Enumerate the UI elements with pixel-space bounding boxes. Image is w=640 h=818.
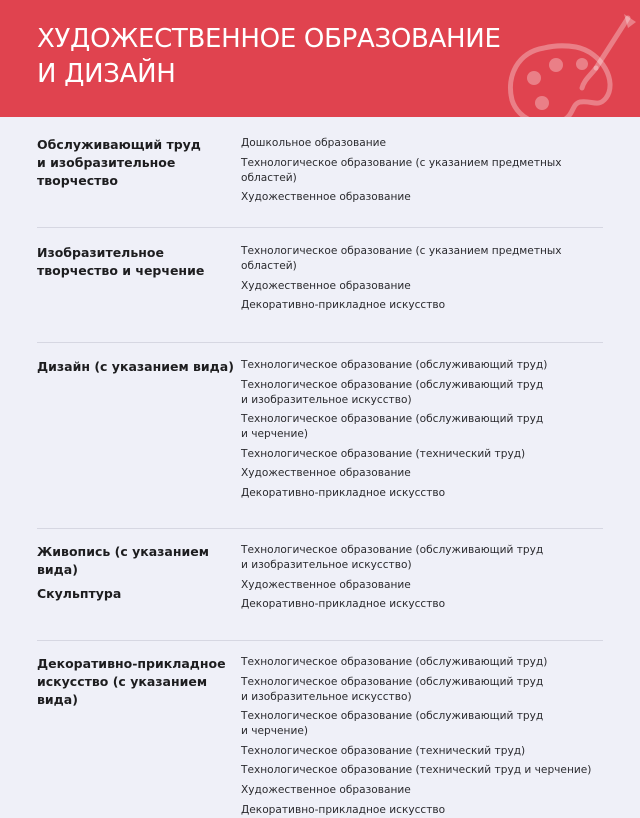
section-items [241,655,603,818]
list-item-text: и изобразительное искусство) [241,393,412,406]
list-item-text: областей) [241,171,297,184]
list-item-text: Художественное образование [241,279,411,292]
section-title-line: Декоративно-прикладное [37,656,226,671]
list-item [241,156,603,186]
list-item [241,486,603,501]
list-item-text: Художественное образование [241,783,411,796]
section-items [241,136,603,227]
list-item [241,578,603,593]
page-title [37,22,501,92]
programs-table [37,128,603,818]
list-item-text: и черчение) [241,428,308,441]
list-item-text: Технологическое образование (с указанием предметных [241,156,562,169]
section-title [37,655,241,818]
list-item-text: Технологическое образование (технический труд) [241,447,526,460]
list-item-text: Технологическое образование (технический труд и черчение) [241,764,592,777]
list-item-text: Технологическое образование (с указанием предметных [241,245,562,257]
section-title-line: вида) [37,562,78,577]
list-item [241,655,603,670]
list-item-text: Художественное образование [241,578,411,591]
list-item-text: Технологическое образование (технический труд) [241,744,526,757]
section-design [37,343,603,529]
section-title-line: Изобразительное [37,245,164,260]
list-item-text: Художественное образование [241,191,411,204]
list-item-text: Декоративно-прикладное искусство [241,598,446,611]
list-item-text: Технологическое образование (обслуживающий труд) [241,656,548,668]
section-service-labor [37,128,603,228]
section-title-line: Обслуживающий труд [37,137,201,152]
list-item [241,378,603,408]
header-banner [0,0,640,117]
section-title-line: Дизайн (с указанием вида) [37,359,234,374]
section-items [241,543,603,640]
section-fine-arts-drawing [37,228,603,343]
list-item [241,190,603,205]
page-title-line-1: ХУДОЖЕСТВЕННОЕ ОБРАЗОВАНИЕ [37,24,501,54]
list-item-text: Технологическое образование (обслуживающий труд) [241,359,548,371]
list-item [241,358,603,373]
list-item [241,412,603,442]
list-item [241,783,603,798]
list-item-text: Дошкольное образование [241,137,387,149]
section-title-line: творчество [37,173,118,188]
list-item-text: Технологическое образование (обслуживающий труд [241,378,544,391]
list-item [241,744,603,759]
section-title-line: и изобразительное [37,155,176,170]
list-item [241,543,603,573]
list-item-text: Художественное образование [241,467,411,480]
list-item-text: и изобразительное искусство) [241,559,412,571]
list-item-text: и черчение) [241,725,308,738]
list-item-text: Декоративно-прикладное искусство [241,299,446,312]
list-item-text: Декоративно-прикладное искусство [241,803,446,816]
palette-brush-icon [500,8,640,117]
list-item-text: Декоративно-прикладное искусство [241,486,446,499]
list-item [241,298,603,313]
section-items [241,244,603,342]
section-title-line: искусство (с указанием [37,674,208,689]
list-item [241,447,603,462]
list-item-text: областей) [241,260,297,272]
list-item [241,763,603,778]
list-item [241,244,603,274]
list-item [241,466,603,481]
list-item [241,597,603,612]
section-title-line: Живопись (с указанием [37,544,209,559]
section-painting-sculpture [37,529,603,641]
list-item-text: Технологическое образование (обслуживающий труд [241,710,544,723]
list-item [241,136,603,151]
section-items [241,358,603,528]
list-item [241,803,603,818]
section-title [37,136,241,227]
section-title [37,244,241,342]
list-item-text: Технологическое образование (обслуживающий труд [241,544,544,556]
section-title-line: Скульптура [37,586,122,601]
section-title [37,543,241,640]
list-item [241,675,603,705]
section-decorative-arts [37,641,603,818]
list-item-text: Технологическое образование (обслуживающий труд [241,413,544,426]
section-title [37,358,241,528]
list-item [241,279,603,294]
section-title-line: вида) [37,692,78,707]
page-title-line-2: И ДИЗАЙН [37,59,176,89]
list-item-text: Технологическое образование (обслуживающий труд [241,675,544,688]
list-item-text: и изобразительное искусство) [241,690,412,703]
list-item [241,709,603,739]
section-title-line: творчество и черчение [37,263,205,278]
